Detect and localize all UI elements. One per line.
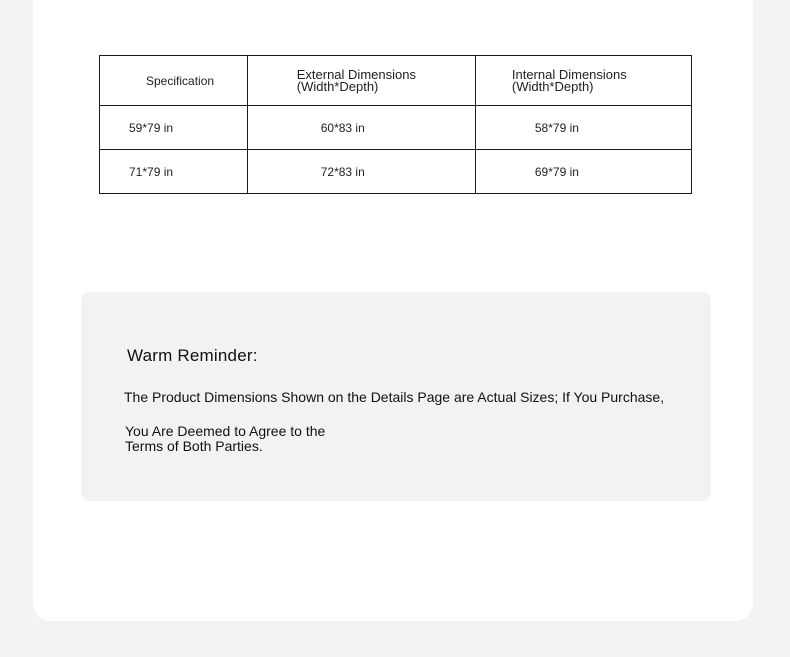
- header-internal-subtitle: (Width*Depth): [511, 78, 594, 94]
- reminder-title: Warm Reminder:: [127, 346, 258, 365]
- table-row: [100, 150, 692, 194]
- cell-specification: 59*79 in: [100, 106, 248, 150]
- header-internal-title: Internal Dimensions: [511, 66, 627, 82]
- table-header-row: [100, 56, 692, 106]
- reminder-text-line2b: Terms of Both Parties.: [125, 438, 263, 454]
- reminder-text-line1: The Product Dimensions Shown on the Details Page are Actual Sizes; If You Purchase,: [124, 389, 665, 405]
- warm-reminder-box: [81, 292, 711, 501]
- cell-internal: 69*79 in: [475, 150, 691, 194]
- cell-internal: 58*79 in: [475, 106, 691, 150]
- header-specification: Specification: [100, 56, 248, 106]
- reminder-text-line2: [125, 424, 325, 454]
- header-external-subtitle: (Width*Depth): [296, 78, 379, 94]
- header-external-title: External Dimensions: [296, 66, 416, 82]
- table-row: [100, 106, 692, 150]
- cell-external: 72*83 in: [247, 150, 475, 194]
- reminder-text-line2a: You Are Deemed to Agree to the: [125, 423, 326, 439]
- header-internal-dimensions: [475, 56, 691, 106]
- dimensions-table: [99, 55, 692, 194]
- cell-specification: 71*79 in: [100, 150, 248, 194]
- header-external-dimensions: [247, 56, 475, 106]
- cell-external: 60*83 in: [247, 106, 475, 150]
